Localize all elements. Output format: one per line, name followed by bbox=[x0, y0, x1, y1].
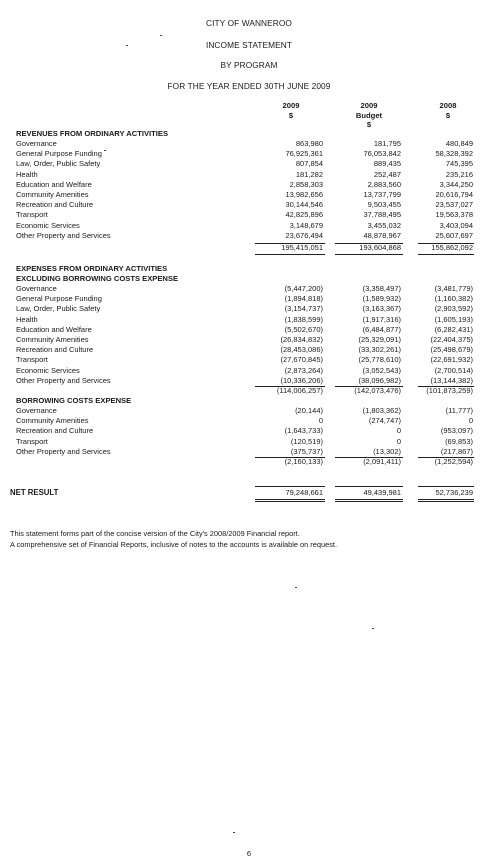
revenues-total-underline-c3 bbox=[418, 254, 474, 255]
expense-row-2009: (3,154,737) bbox=[284, 304, 323, 314]
expense-row-label: Transport bbox=[16, 355, 48, 365]
revenue-row-label: Education and Welfare bbox=[16, 179, 92, 189]
revenue-row-2008: 3,403,094 bbox=[439, 220, 473, 230]
revenue-row-2008: 3,344,250 bbox=[439, 179, 473, 189]
revenues-total-budget: 193,604,868 bbox=[359, 243, 401, 252]
borrowing-row-budget: 0 bbox=[396, 436, 401, 446]
expense-row-2008: (1,605,193) bbox=[434, 314, 473, 324]
borrowing-row-label: Community Amenities bbox=[16, 416, 89, 426]
expense-row bbox=[0, 335, 498, 345]
borrowing-row-budget: (274,747) bbox=[368, 416, 401, 426]
revenue-row-2008: 745,395 bbox=[445, 159, 473, 169]
borrowing-total-row bbox=[0, 457, 498, 467]
net-double-rule-1-c3 bbox=[418, 499, 474, 500]
revenue-row-budget: 252,487 bbox=[373, 169, 401, 179]
revenue-row-2008: 23,537,027 bbox=[435, 200, 473, 210]
column-header-2008-year: 2008 bbox=[439, 101, 457, 110]
revenue-row-budget: 889,435 bbox=[373, 159, 401, 169]
column-header-budget-year: 2009 bbox=[360, 101, 378, 110]
column-header-2009-budget bbox=[334, 101, 404, 130]
column-header-2009-year: 2009 bbox=[282, 101, 300, 110]
borrowing-row bbox=[0, 406, 498, 416]
net-result-2008: 52,736,239 bbox=[435, 488, 473, 497]
borrowing-total-budget: (2,091,411) bbox=[363, 457, 401, 466]
borrowing-total-2008: (1,252,594) bbox=[434, 457, 473, 466]
net-double-rule-2-c2 bbox=[335, 501, 403, 502]
revenue-row-label: Community Amenities bbox=[16, 190, 89, 199]
net-double-rule-2-c1 bbox=[255, 501, 325, 502]
expense-row-budget: (1,917,316) bbox=[362, 314, 401, 324]
column-header-2009-unit: $ bbox=[288, 110, 294, 120]
revenue-row bbox=[0, 200, 498, 210]
revenue-row-2008: 19,563,378 bbox=[435, 210, 473, 220]
revenue-row-budget: 2,883,560 bbox=[367, 179, 401, 189]
net-rule-c3 bbox=[418, 486, 474, 487]
revenue-row bbox=[0, 231, 498, 241]
expense-row-budget: (6,484,877) bbox=[362, 324, 401, 334]
revenue-row-label: Transport bbox=[16, 210, 48, 220]
revenue-row-2008: 25,607,697 bbox=[435, 230, 473, 240]
borrowing-row-label: Governance bbox=[16, 406, 57, 415]
net-rule-c1 bbox=[255, 486, 325, 487]
statement-title: INCOME STATEMENT bbox=[205, 40, 293, 50]
footnote-line-1: This statement forms part of the concise version of the City's 2008/2009 Financial report. bbox=[10, 529, 300, 538]
revenue-row-2009: 30,144,546 bbox=[285, 200, 323, 210]
revenue-row bbox=[0, 170, 498, 180]
revenue-row-budget: 37,788,495 bbox=[363, 210, 401, 220]
expenses-total-2008: (101,873,259) bbox=[426, 386, 473, 395]
borrowing-row-2009: (1,643,733) bbox=[284, 426, 323, 436]
revenue-row-2008: 480,849 bbox=[445, 139, 473, 148]
revenue-row-label: Governance bbox=[16, 139, 57, 148]
revenues-total-2009: 195,415,051 bbox=[281, 243, 323, 252]
revenue-row-budget: 9,503,455 bbox=[367, 200, 401, 210]
expense-row-label: Governance bbox=[16, 284, 57, 293]
expense-row-2009: (10,336,206) bbox=[280, 375, 323, 385]
net-double-rule-1-c2 bbox=[335, 499, 403, 500]
revenue-row bbox=[0, 210, 498, 220]
borrowing-row-label: Recreation and Culture bbox=[16, 426, 94, 436]
net-result-2009: 79,248,661 bbox=[285, 488, 323, 497]
expense-row-2009: (5,447,200) bbox=[284, 284, 323, 293]
net-rule-c2 bbox=[335, 486, 403, 487]
revenue-row-budget: 3,455,032 bbox=[367, 220, 401, 230]
expense-row-2009: (2,873,264) bbox=[284, 365, 323, 375]
revenue-row-label: Economic Services bbox=[16, 220, 80, 230]
expenses-heading: EXPENSES FROM ORDINARY ACTIVITIES bbox=[16, 264, 168, 273]
revenue-row-2009: 13,982,656 bbox=[285, 190, 323, 199]
borrowing-row-2008: 0 bbox=[468, 416, 473, 426]
net-double-rule-1-c1 bbox=[255, 499, 325, 500]
expense-row-2008: (22,691,932) bbox=[430, 355, 473, 365]
expense-row-label: Recreation and Culture bbox=[16, 345, 94, 355]
scan-speck bbox=[372, 628, 374, 629]
revenue-row-2009: 3,148,679 bbox=[289, 220, 323, 230]
revenue-row bbox=[0, 190, 498, 200]
expenses-total-2009: (114,006,257) bbox=[276, 386, 323, 395]
revenue-row-2009: 863,980 bbox=[295, 139, 323, 148]
expense-row bbox=[0, 284, 498, 294]
expense-row-label: Health bbox=[16, 314, 38, 324]
expense-row-label: Community Amenities bbox=[16, 335, 89, 344]
revenue-row-budget: 48,878,967 bbox=[363, 230, 401, 240]
net-double-rule-2-c3 bbox=[418, 501, 474, 502]
revenue-row-label: General Purpose Funding bbox=[16, 149, 102, 159]
borrowing-row-budget: 0 bbox=[396, 426, 401, 436]
revenue-row bbox=[0, 180, 498, 190]
scan-speck bbox=[160, 35, 162, 36]
column-header-budget-label: Budget bbox=[355, 110, 383, 120]
expense-row-budget: (3,052,543) bbox=[362, 365, 401, 375]
borrowing-row-label: Transport bbox=[16, 436, 48, 446]
expense-row-2008: (6,282,431) bbox=[434, 324, 473, 334]
expense-row-2009: (27,670,845) bbox=[280, 355, 323, 365]
revenue-row-label: Law, Order, Public Safety bbox=[16, 159, 101, 169]
revenues-total-row bbox=[0, 243, 498, 253]
expense-row-2008: (25,498,679) bbox=[430, 345, 473, 355]
expense-row-label: Economic Services bbox=[16, 365, 80, 375]
expenses-subheading: EXCLUDING BORROWING COSTS EXPENSE bbox=[16, 274, 179, 283]
expense-row bbox=[0, 366, 498, 376]
revenue-row-2009: 181,282 bbox=[295, 169, 323, 179]
net-result-row bbox=[0, 488, 498, 498]
expense-row-2008: (13,144,382) bbox=[430, 375, 473, 385]
expense-row-budget: (3,163,367) bbox=[362, 304, 401, 314]
revenue-row bbox=[0, 221, 498, 231]
borrowing-row bbox=[0, 437, 498, 447]
borrowing-row bbox=[0, 426, 498, 436]
expense-row bbox=[0, 345, 498, 355]
org-name: CITY OF WANNEROO bbox=[206, 18, 292, 28]
column-header-budget-unit: $ bbox=[366, 120, 372, 130]
page-number: 6 bbox=[246, 849, 252, 858]
expense-row-label: Other Property and Services bbox=[16, 375, 111, 385]
revenue-row-2008: 235,216 bbox=[445, 169, 473, 179]
expense-row-2009: (1,894,818) bbox=[284, 294, 323, 304]
expense-row-budget: (33,302,261) bbox=[358, 345, 401, 355]
revenue-row bbox=[0, 139, 498, 149]
revenue-row-label: Health bbox=[16, 169, 38, 179]
borrowing-row bbox=[0, 416, 498, 426]
expense-row-budget: (38,096,982) bbox=[358, 375, 401, 385]
column-header-2008-unit: $ bbox=[445, 110, 451, 120]
statement-subtitle: BY PROGRAM bbox=[220, 60, 278, 70]
revenue-row-2009: 807,854 bbox=[295, 159, 323, 169]
expense-row-2008: (2,700,514) bbox=[434, 365, 473, 375]
borrowing-row-budget: (13,302) bbox=[373, 446, 401, 456]
expense-row-budget: (25,329,091) bbox=[358, 335, 401, 344]
revenues-heading: REVENUES FROM ORDINARY ACTIVITIES bbox=[16, 129, 169, 138]
scan-speck bbox=[126, 45, 128, 46]
expense-row bbox=[0, 315, 498, 325]
expense-row-2008: (1,160,382) bbox=[434, 294, 473, 304]
expense-row-2008: (3,481,779) bbox=[434, 284, 473, 293]
revenue-row-2008: 58,328,392 bbox=[435, 149, 473, 159]
revenue-row-2009: 2,858,303 bbox=[289, 179, 323, 189]
expense-row bbox=[0, 376, 498, 386]
revenues-total-underline-c1 bbox=[255, 254, 325, 255]
revenue-row-2009: 42,825,896 bbox=[285, 210, 323, 220]
footnote-line-2: A comprehensive set of Financial Reports, inclusive of notes to the accounts is available on request. bbox=[10, 540, 338, 549]
expense-row bbox=[0, 294, 498, 304]
expense-row-label: Law, Order, Public Safety bbox=[16, 304, 101, 314]
net-result-budget: 49,439,981 bbox=[363, 488, 401, 497]
revenue-row bbox=[0, 159, 498, 169]
revenue-row-2008: 20,616,794 bbox=[435, 190, 473, 199]
revenue-row-budget: 13,737,799 bbox=[363, 190, 401, 199]
scan-speck bbox=[233, 832, 235, 833]
revenues-total-underline-c2 bbox=[335, 254, 403, 255]
expense-row bbox=[0, 355, 498, 365]
net-result-label: NET RESULT bbox=[10, 488, 59, 497]
borrowing-row-2009: 0 bbox=[318, 416, 323, 426]
revenue-row-2009: 76,925,361 bbox=[285, 149, 323, 159]
borrowing-row-2009: (375,737) bbox=[290, 446, 323, 456]
expense-row-budget: (3,358,497) bbox=[362, 284, 401, 293]
column-header-2008 bbox=[413, 101, 483, 120]
borrowing-total-2009: (2,160,133) bbox=[284, 457, 323, 466]
expense-row-2009: (26,834,832) bbox=[280, 335, 323, 344]
expenses-total-row bbox=[0, 386, 498, 396]
expense-row-budget: (25,778,610) bbox=[358, 355, 401, 365]
borrowing-row-2008: (953,097) bbox=[440, 426, 473, 436]
expense-row-label: General Purpose Funding bbox=[16, 294, 102, 304]
expense-row bbox=[0, 325, 498, 335]
scan-speck bbox=[295, 587, 297, 588]
revenue-row-2009: 23,676,494 bbox=[285, 230, 323, 240]
borrowing-row-2008: (11,777) bbox=[445, 406, 473, 415]
borrowing-row-label: Other Property and Services bbox=[16, 446, 111, 456]
expense-row-2008: (2,903,592) bbox=[434, 304, 473, 314]
expense-row-label: Education and Welfare bbox=[16, 324, 92, 334]
expenses-total-budget: (142,073,476) bbox=[354, 386, 401, 395]
statement-period: FOR THE YEAR ENDED 30TH JUNE 2009 bbox=[167, 81, 331, 91]
revenue-row-budget: 76,053,842 bbox=[363, 149, 401, 159]
revenue-row-label: Other Property and Services bbox=[16, 230, 111, 240]
revenue-row bbox=[0, 149, 498, 159]
borrowing-row-2008: (69,853) bbox=[445, 436, 473, 446]
expense-row bbox=[0, 304, 498, 314]
expense-row-2009: (28,453,086) bbox=[280, 345, 323, 355]
borrowing-row bbox=[0, 447, 498, 457]
revenue-row-label: Recreation and Culture bbox=[16, 200, 94, 210]
borrowing-row-2009: (120,519) bbox=[290, 436, 323, 446]
expense-row-budget: (1,589,932) bbox=[362, 294, 401, 304]
scan-speck bbox=[104, 150, 106, 151]
borrowing-row-budget: (1,803,362) bbox=[362, 406, 401, 415]
revenue-row-budget: 181,795 bbox=[373, 139, 401, 148]
column-header-2009 bbox=[256, 101, 326, 120]
borrowing-row-2008: (217,867) bbox=[440, 446, 473, 456]
borrowing-row-2009: (20,144) bbox=[295, 406, 323, 415]
expense-row-2008: (22,404,375) bbox=[430, 335, 473, 344]
expense-row-2009: (5,502,670) bbox=[284, 324, 323, 334]
borrowing-heading: BORROWING COSTS EXPENSE bbox=[16, 396, 132, 405]
revenues-total-2008: 155,862,092 bbox=[431, 243, 473, 252]
expense-row-2009: (1,838,599) bbox=[284, 314, 323, 324]
